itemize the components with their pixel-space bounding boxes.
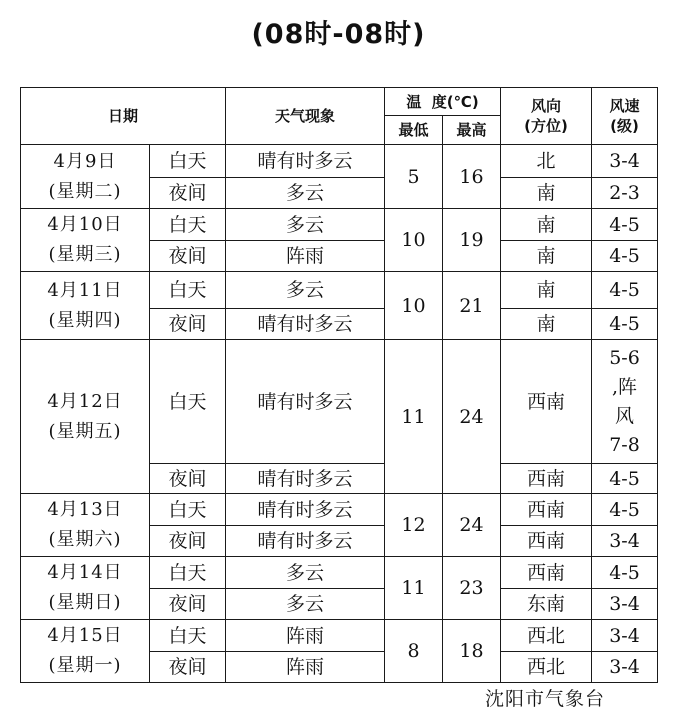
period-label: 夜间 <box>150 178 226 209</box>
date-cell <box>21 145 150 209</box>
weekday-label: (星期四) <box>48 309 122 331</box>
header-wind-speed-line1: 风速 <box>609 97 640 115</box>
header-date: 日期 <box>21 88 226 145</box>
header-wind-speed <box>592 88 658 145</box>
wind-direction-cell: 西北 <box>501 620 592 652</box>
min-temp-cell: 12 <box>385 494 443 557</box>
min-temp-cell: 8 <box>385 620 443 683</box>
period-label: 白天 <box>150 494 226 526</box>
wind-speed-cell: 4-5 <box>592 557 658 589</box>
forecast-row <box>21 620 658 652</box>
wind-speed-line: ,阵 <box>612 375 638 398</box>
wind-speed-cell: 4-5 <box>592 241 658 272</box>
wind-direction-cell: 西南 <box>501 526 592 557</box>
period-label: 白天 <box>150 145 226 178</box>
forecast-row <box>21 340 658 464</box>
period-label: 夜间 <box>150 652 226 683</box>
min-temp-cell: 10 <box>385 209 443 272</box>
weekday-label: (星期一) <box>48 655 122 676</box>
date-cell <box>21 494 150 557</box>
weather-cell: 阵雨 <box>226 241 385 272</box>
wind-speed-line: 7-8 <box>609 433 640 456</box>
weather-cell: 晴有时多云 <box>226 526 385 557</box>
wind-direction-cell: 北 <box>501 145 592 178</box>
weather-cell: 阵雨 <box>226 620 385 652</box>
forecast-table <box>20 87 658 683</box>
header-max-temp: 最高 <box>443 116 501 145</box>
forecast-row <box>21 209 658 241</box>
forecast-body <box>21 145 658 683</box>
weather-cell: 晴有时多云 <box>226 464 385 494</box>
wind-speed-cell: 2-3 <box>592 178 658 209</box>
weekday-label: (星期三) <box>48 244 122 265</box>
date-label: 4月13日 <box>47 499 123 520</box>
header-weather: 天气现象 <box>226 88 385 145</box>
period-label: 白天 <box>150 620 226 652</box>
wind-speed-line: 风 <box>615 404 635 427</box>
date-label: 4月12日 <box>47 390 123 412</box>
header-temperature: 温 度(℃) <box>385 88 501 116</box>
period-label: 白天 <box>150 272 226 309</box>
wind-speed-cell: 3-4 <box>592 145 658 178</box>
weather-cell: 多云 <box>226 589 385 620</box>
max-temp-cell: 23 <box>443 557 501 620</box>
header-wind-direction-line2: (方位) <box>524 117 568 135</box>
wind-speed-cell: 4-5 <box>592 272 658 309</box>
wind-direction-cell: 东南 <box>501 589 592 620</box>
weather-cell: 多云 <box>226 178 385 209</box>
max-temp-cell: 19 <box>443 209 501 272</box>
period-label: 夜间 <box>150 464 226 494</box>
date-cell <box>21 272 150 340</box>
wind-direction-cell: 西北 <box>501 652 592 683</box>
weather-cell: 晴有时多云 <box>226 494 385 526</box>
weather-cell: 多云 <box>226 272 385 309</box>
wind-speed-cell: 3-4 <box>592 526 658 557</box>
wind-direction-cell: 南 <box>501 272 592 309</box>
wind-direction-cell: 南 <box>501 178 592 209</box>
wind-direction-cell: 南 <box>501 309 592 340</box>
weekday-label: (星期六) <box>48 529 122 550</box>
weather-cell: 多云 <box>226 209 385 241</box>
header-min-temp: 最低 <box>385 116 443 145</box>
wind-speed-cell: 4-5 <box>592 309 658 340</box>
date-label: 4月10日 <box>47 214 123 235</box>
period-label: 白天 <box>150 557 226 589</box>
period-label: 夜间 <box>150 241 226 272</box>
header-wind-speed-line2: (级) <box>610 117 639 135</box>
wind-speed-cell: 4-5 <box>592 494 658 526</box>
min-temp-cell: 5 <box>385 145 443 209</box>
wind-direction-cell: 南 <box>501 241 592 272</box>
wind-direction-cell: 西南 <box>501 494 592 526</box>
header-wind-direction-line1: 风向 <box>531 97 562 115</box>
period-label: 夜间 <box>150 589 226 620</box>
date-cell <box>21 340 150 494</box>
forecast-row <box>21 494 658 526</box>
wind-direction-cell: 西南 <box>501 340 592 464</box>
wind-speed-cell: 3-4 <box>592 652 658 683</box>
min-temp-cell: 11 <box>385 557 443 620</box>
forecast-row <box>21 272 658 309</box>
min-temp-cell: 10 <box>385 272 443 340</box>
wind-speed-cell: 3-4 <box>592 620 658 652</box>
wind-direction-cell: 西南 <box>501 557 592 589</box>
max-temp-cell: 16 <box>443 145 501 209</box>
weather-cell: 晴有时多云 <box>226 145 385 178</box>
date-cell <box>21 209 150 272</box>
period-label: 白天 <box>150 340 226 464</box>
period-label: 夜间 <box>150 526 226 557</box>
forecast-row <box>21 145 658 178</box>
wind-speed-line: 5-6 <box>609 346 640 369</box>
min-temp-cell: 11 <box>385 340 443 494</box>
date-cell <box>21 620 150 683</box>
date-label: 4月15日 <box>47 625 123 646</box>
date-cell <box>21 557 150 620</box>
wind-speed-cell <box>592 340 658 464</box>
weather-cell: 晴有时多云 <box>226 309 385 340</box>
wind-speed-cell: 4-5 <box>592 209 658 241</box>
weather-cell: 阵雨 <box>226 652 385 683</box>
max-temp-cell: 18 <box>443 620 501 683</box>
period-label: 白天 <box>150 209 226 241</box>
wind-speed-cell: 3-4 <box>592 589 658 620</box>
wind-direction-cell: 南 <box>501 209 592 241</box>
max-temp-cell: 24 <box>443 340 501 494</box>
issuer-label: 沈阳市气象台 <box>484 688 605 710</box>
date-label: 4月14日 <box>47 562 123 583</box>
date-label: 4月11日 <box>47 279 123 301</box>
page-title: (08时-08时) <box>251 19 426 50</box>
forecast-row <box>21 557 658 589</box>
header-wind-direction <box>501 88 592 145</box>
weekday-label: (星期二) <box>48 180 122 202</box>
wind-speed-cell: 4-5 <box>592 464 658 494</box>
wind-direction-cell: 西南 <box>501 464 592 494</box>
max-temp-cell: 21 <box>443 272 501 340</box>
weather-cell: 晴有时多云 <box>226 340 385 464</box>
weekday-label: (星期五) <box>48 420 122 442</box>
period-label: 夜间 <box>150 309 226 340</box>
weekday-label: (星期日) <box>48 592 122 613</box>
date-label: 4月9日 <box>53 150 117 172</box>
max-temp-cell: 24 <box>443 494 501 557</box>
weather-cell: 多云 <box>226 557 385 589</box>
